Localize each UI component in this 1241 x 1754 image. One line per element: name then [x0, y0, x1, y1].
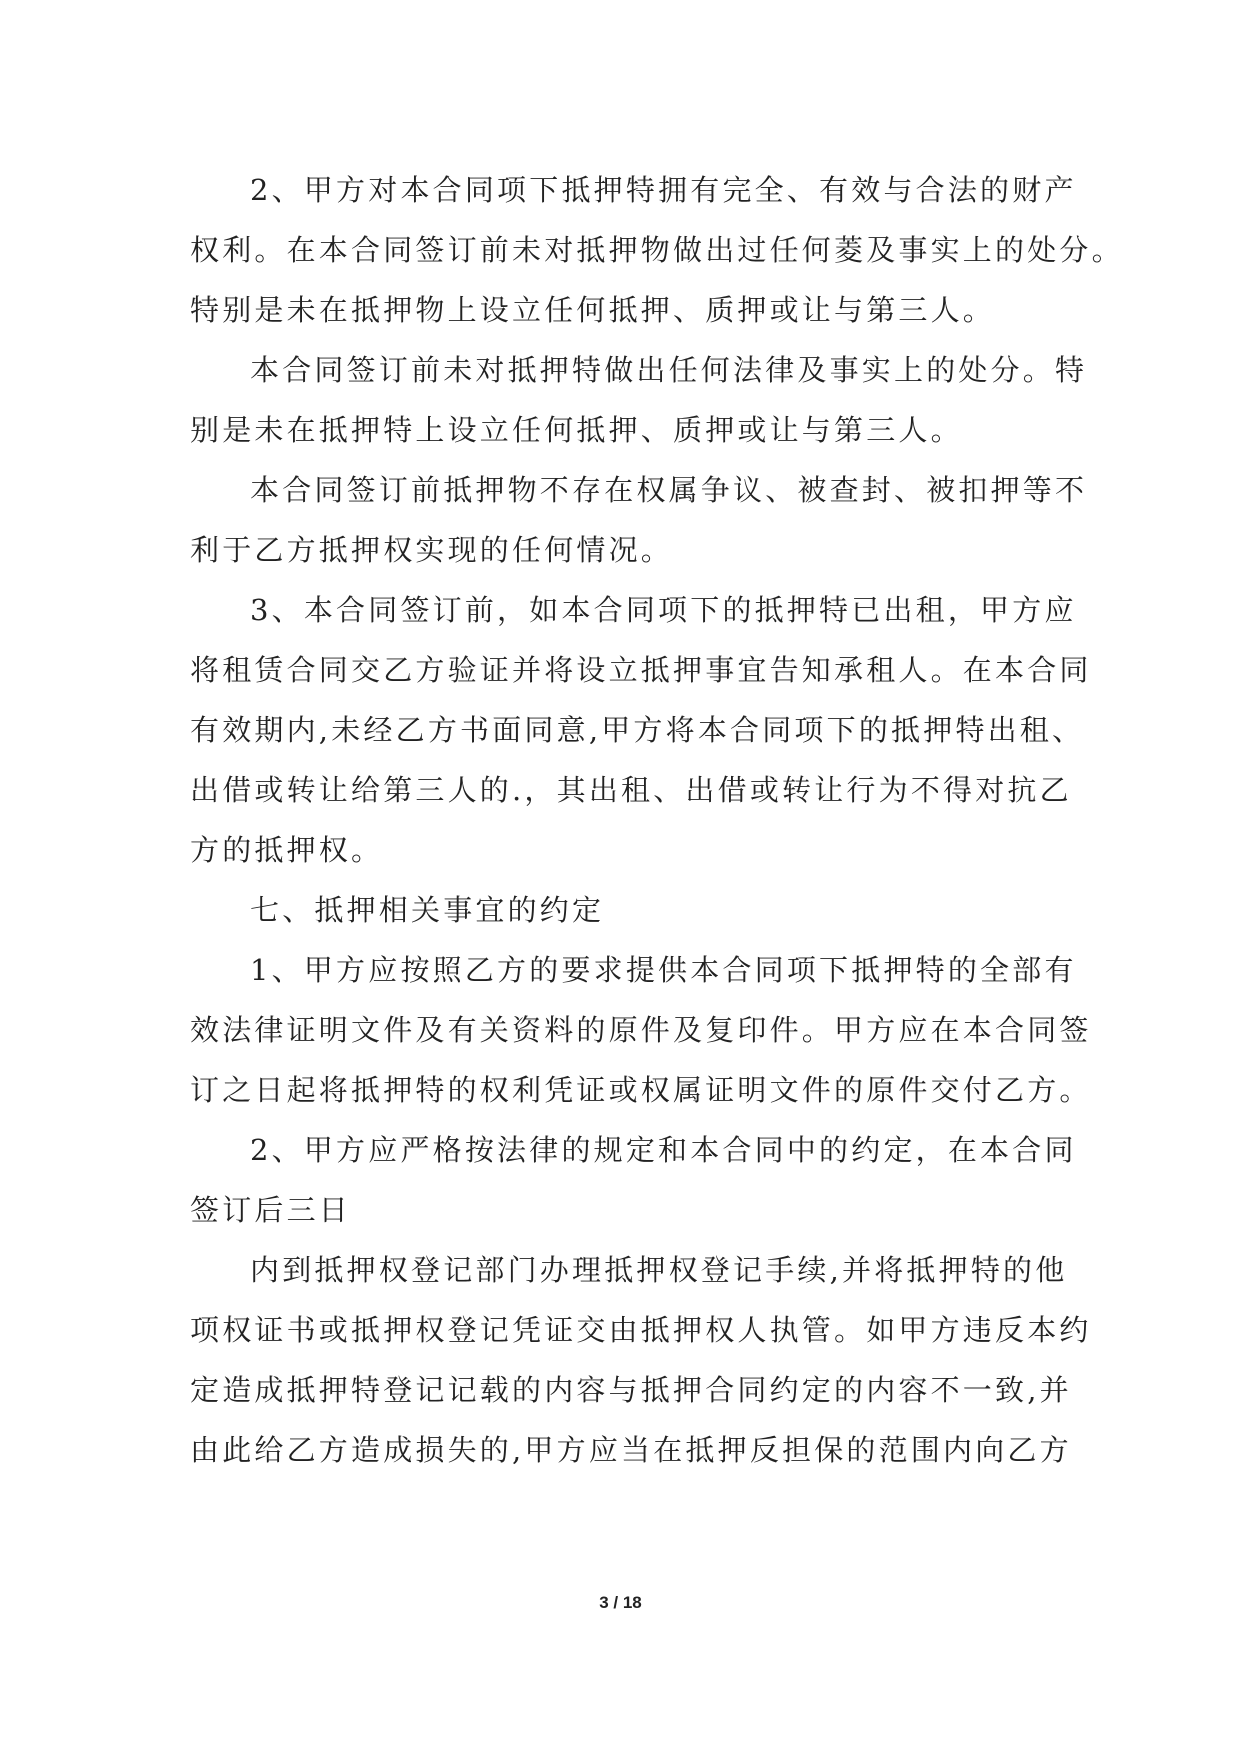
text-line: 2、甲方应严格按法律的规定和本合同中的约定，在本合同	[250, 1133, 1077, 1167]
text-line: 签订后三日	[190, 1193, 352, 1227]
document-body	[190, 160, 1124, 1480]
text-line: 利于乙方抵押权实现的任何情况。	[190, 533, 674, 567]
text-line: 方的抵押权。	[190, 833, 384, 867]
text-line: 订之日起将抵押特的权利凭证或权属证明文件的原件交付乙方。	[190, 1073, 1092, 1107]
page-number: 3 / 18	[599, 1593, 642, 1612]
text-line: 内到抵押权登记部门办理抵押权登记手续,并将抵押特的他	[250, 1253, 1068, 1287]
text-line: 将租赁合同交乙方验证并将设立抵押事宜告知承租人。在本合同	[190, 653, 1092, 687]
text-line: 出借或转让给第三人的.，其出租、出借或转让行为不得对抗乙	[190, 773, 1072, 807]
text-line: 本合同签订前抵押物不存在权属争议、被查封、被扣押等不	[250, 473, 1088, 507]
text-line: 由此给乙方造成损失的,甲方应当在抵押反担保的范围内向乙方	[190, 1433, 1072, 1467]
text-line: 1、甲方应按照乙方的要求提供本合同项下抵押特的全部有	[250, 953, 1077, 987]
text-line: 权利。在本合同签订前未对抵押物做出过任何菱及事实上的处分。	[190, 233, 1124, 267]
text-line: 3、本合同签订前，如本合同项下的抵押特已出租，甲方应	[250, 593, 1077, 627]
text-line: 特别是未在抵押物上设立任何抵押、质押或让与第三人。	[190, 293, 996, 327]
text-line: 效法律证明文件及有关资料的原件及复印件。甲方应在本合同签	[190, 1013, 1092, 1047]
text-line: 别是未在抵押特上设立任何抵押、质押或让与第三人。	[190, 413, 963, 447]
text-line: 项权证书或抵押权登记凭证交由抵押权人执管。如甲方违反本约	[190, 1313, 1092, 1347]
text-line: 有效期内,未经乙方书面同意,甲方将本合同项下的抵押特出租、	[190, 713, 1085, 747]
section-heading: 七、抵押相关事宜的约定	[250, 893, 605, 927]
text-line: 本合同签订前未对抵押特做出任何法律及事实上的处分。特	[250, 353, 1088, 387]
text-line: 定造成抵押特登记记载的内容与抵押合同约定的内容不一致,并	[190, 1373, 1072, 1407]
text-line: 2、甲方对本合同项下抵押特拥有完全、有效与合法的财产	[250, 173, 1077, 207]
